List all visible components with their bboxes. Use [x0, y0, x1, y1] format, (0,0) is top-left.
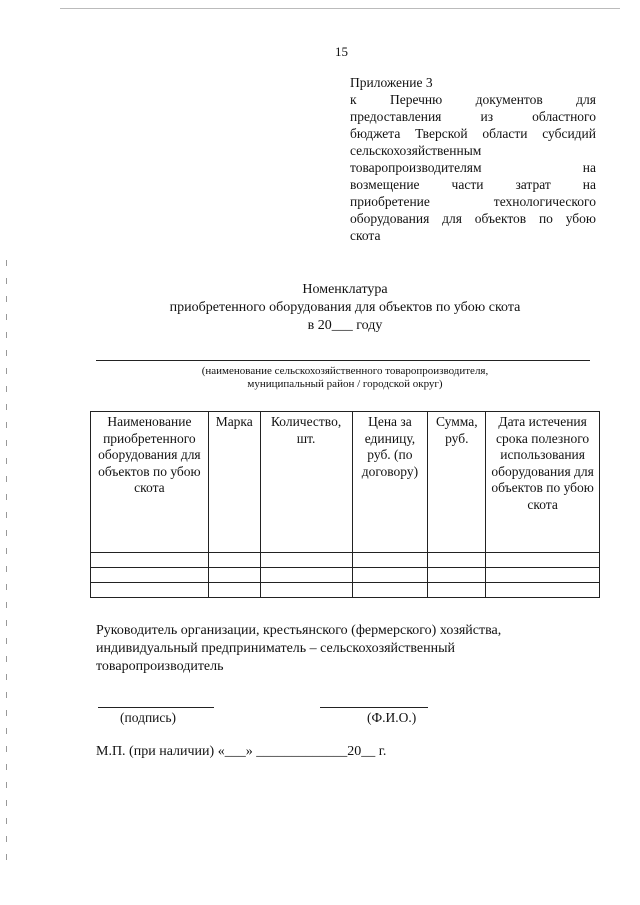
table-cell[interactable]: [352, 553, 428, 568]
appendix-line: приобретение технологического: [350, 194, 596, 209]
signer-line: товаропроизводитель: [96, 659, 224, 674]
signature-field[interactable]: [98, 707, 214, 708]
table-cell[interactable]: [91, 583, 209, 598]
table-cell[interactable]: [428, 553, 486, 568]
appendix-line: бюджета Тверской области субсидий: [350, 126, 596, 141]
table-row: [91, 568, 600, 583]
title-line: приобретенного оборудования для объектов по убою скота: [169, 300, 521, 315]
column-header-date: Дата истечения срока полезного использования оборудования для объектов по убою скота: [486, 412, 600, 553]
table-cell[interactable]: [352, 583, 428, 598]
producer-caption: [110, 365, 580, 391]
document-title: [110, 281, 580, 335]
appendix-line: предоставления из областного: [350, 109, 596, 124]
table-cell[interactable]: [91, 568, 209, 583]
appendix-block: [350, 74, 596, 244]
column-header-quantity: Количество, шт.: [260, 412, 352, 553]
table-cell[interactable]: [428, 583, 486, 598]
page-number: 15: [335, 44, 348, 59]
appendix-line: скота: [350, 228, 381, 243]
table-header-row: [91, 412, 600, 553]
table-cell[interactable]: [208, 553, 260, 568]
appendix-line: к Перечню документов для: [350, 92, 596, 107]
table-cell[interactable]: [260, 553, 352, 568]
equipment-table: [90, 411, 600, 598]
stamp-date-line: М.П. (при наличии) «___» _____________20__ г.: [96, 744, 387, 759]
table-cell[interactable]: [208, 568, 260, 583]
column-header-sum: Сумма, руб.: [428, 412, 486, 553]
producer-name-field[interactable]: [96, 360, 590, 361]
signature-caption: (подпись): [120, 710, 177, 725]
table-cell[interactable]: [352, 568, 428, 583]
column-header-name: Наименование приобретенного оборудования для объектов по убою скота: [91, 412, 209, 553]
table-row: [91, 553, 600, 568]
table-cell[interactable]: [91, 553, 209, 568]
appendix-line: оборудования для объектов по убою: [350, 211, 596, 226]
column-header-price: Цена за единицу, руб. (по договору): [352, 412, 428, 553]
caption-line: муниципальный район / городской округ): [247, 378, 443, 390]
title-line: Номенклатура: [302, 282, 388, 297]
table-cell[interactable]: [428, 568, 486, 583]
table-cell[interactable]: [260, 568, 352, 583]
table-cell[interactable]: [208, 583, 260, 598]
appendix-line: товаропроизводителям на: [350, 160, 596, 175]
table-row: [91, 583, 600, 598]
appendix-line: возмещение части затрат на: [350, 177, 596, 192]
signer-block: [96, 622, 596, 676]
scan-top-edge: [60, 8, 620, 9]
table-cell[interactable]: [486, 568, 600, 583]
appendix-text: [350, 91, 596, 244]
column-header-brand: Марка: [208, 412, 260, 553]
table-cell[interactable]: [486, 583, 600, 598]
signer-line: Руководитель организации, крестьянского (фермерского) хозяйства,: [96, 623, 502, 638]
full-name-field[interactable]: [320, 707, 428, 708]
appendix-heading: Приложение 3: [350, 75, 433, 90]
title-line: в 20___ году: [307, 318, 383, 333]
appendix-line: сельскохозяйственным: [350, 143, 482, 158]
caption-line: (наименование сельскохозяйственного товаропроизводителя,: [201, 365, 489, 377]
full-name-caption: (Ф.И.О.): [367, 710, 417, 725]
signer-line: индивидуальный предприниматель – сельскохозяйственный: [96, 641, 455, 656]
scan-left-edge: [6, 260, 7, 860]
table-cell[interactable]: [260, 583, 352, 598]
table-cell[interactable]: [486, 553, 600, 568]
